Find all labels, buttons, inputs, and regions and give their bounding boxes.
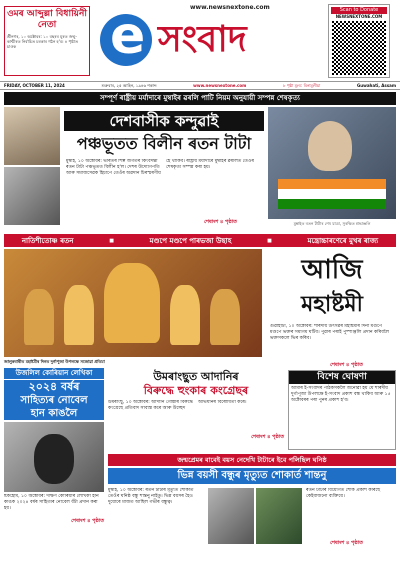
lead-photo-left	[4, 107, 60, 225]
durga-more-link[interactable]: শেষাংশ ৪ পৃষ্ঠাত	[330, 362, 363, 368]
special-notice	[288, 370, 396, 450]
congress-more-link[interactable]: শেষাংশ ৪ পৃষ্ঠাত	[251, 434, 284, 440]
masthead-website[interactable]: www.newsnextone.com	[190, 4, 270, 11]
dateline-place: Guwahati, Assam	[357, 83, 396, 88]
lead-story	[4, 107, 396, 232]
lead-headline-1: দেশবাসীক কন্দুৱাই	[64, 111, 264, 131]
special-notice-body: আমাৰ ই-সংবাদৰ পাঠকসকলৈ জনোৱা হয় যে শাৰদীয় দুৰ্গাপূজা উপলক্ষে ই-সংবাদ প্ৰকাশ বন্ধ থাকিব আৰু ১৫ অক্টোবৰৰ পৰা পুনৰ প্ৰকাশ হ'ব।	[291, 386, 391, 403]
lead-photo-ratan-tata	[268, 107, 396, 219]
logo-e: e	[110, 6, 146, 66]
durga-headline-2: মহাষ্টমী	[301, 292, 363, 317]
idol-right-1	[170, 285, 200, 345]
donate-label: Scan to Donate	[331, 7, 387, 14]
ticker-item-3: মন্ত্ৰোচ্চাৰণেৰে মুখৰ ৰাজ্য	[307, 236, 379, 245]
special-notice-title: বিশেষ ঘোষণা	[289, 371, 395, 384]
congress-headline-2: বিৰুদ্ধে হুংকাৰ কংগ্ৰেছৰ	[143, 384, 249, 397]
donate-site: NEWSNEXTONE.COM	[335, 14, 383, 19]
lead-photo-left-top	[4, 107, 60, 165]
lead-more-link[interactable]: শেষাংশ ৪ পৃষ্ঠাত	[204, 219, 237, 225]
shantanu-body-right: ৰতন টাটাৰ বিয়োগত শোক প্ৰকাশ কৰিছে কেইবাজনো ব্যক্তিয়ে।	[306, 488, 381, 499]
durga-headline-1: আজি	[301, 255, 363, 285]
nobel-photo-han-kang	[4, 422, 104, 492]
durga-caption: জালুকবাৰীত মহাষ্টমীৰ দিনত দুৰ্গাপূজা উপলক্ষে সজোৱা প্ৰতিমা	[4, 359, 105, 364]
ticker-strip	[4, 234, 396, 247]
side-story-title: ওমৰ আব্দুল্লা বিধায়িনী নেতা	[7, 9, 87, 30]
shantanu-body: মুম্বাই, ১০ অক্টোবৰ: ৰতন টাটাৰ মৃত্যুত শোকাৰ্ত তেওঁৰ ঘনিষ্ঠ বন্ধু শান্তনু নাইডু। ভিন্ন বয়সৰ হৈও দুয়োৰে মাজত আছিল গভীৰ বন্ধুত্ব।	[108, 488, 194, 505]
congress-body: উমৰাংছু, ১০ অক্টোবৰ: আদানি গোষ্ঠীৰ বিৰুদ্ধে কংগ্ৰেছে প্ৰতিবাদ সাব্যস্ত কৰে আৰু উচ্ছেদ অভিযানৰ বিৰোধিতা কৰে।	[108, 400, 247, 411]
shantanu-headline: ভিন্ন বয়সী বন্ধুৰ মৃত্যুত শোকাৰ্ত শান্তনু	[108, 468, 396, 484]
date-english: FRIDAY, OCTOBER 11, 2024	[4, 83, 65, 88]
congress-story	[108, 370, 284, 450]
ticker-item-1: নাতিশীতোষ্ণ ৰতন	[21, 236, 74, 245]
nobel-story	[4, 368, 104, 553]
nobel-more-link[interactable]: শেষাংশ ৪ পৃষ্ঠাত	[71, 518, 104, 524]
flag-draped-coffin	[278, 179, 386, 209]
donate-box[interactable]	[328, 4, 390, 78]
shantanu-photo-2	[256, 488, 302, 544]
dateline-pages: ৮ পৃষ্ঠা মূল্য: বিনামূলীয়া	[282, 83, 321, 88]
lead-body: মুম্বাই, ১০ অক্টোবৰ: ভাৰতৰ শিল্প জগতৰ কিংবদন্তী ৰতন টাটা পঞ্চভূতত বিলীন হ'ল। দেশৰ উদ্যোগপতি আৰু সমাজসেৱক হিচাপে তেওঁৰ অৱদান চিৰস্মৰণীয় হৈ থাকিব। ৰাষ্ট্ৰীয় মৰ্যাদাৰে মুম্বাইৰ ৱৰলিত তেওঁৰ শেষকৃত্য সম্পন্ন কৰা হয়।	[66, 159, 254, 176]
nobel-headline-2: সাহিত্যৰ নোবেল	[20, 395, 88, 406]
nobel-headline-1: ২০২৪ বৰ্ষৰ	[28, 380, 80, 393]
lead-photo-caption: মুম্বাইত ৰতন টাটাৰ শেষ যাত্ৰা, সুৰক্ষিত শ্ৰদ্ধাঞ্জলি	[293, 221, 371, 226]
shantanu-more-link[interactable]: শেষাংশ ৪ পৃষ্ঠাত	[330, 540, 363, 546]
masthead	[0, 0, 400, 80]
side-story-text: শ্ৰীনগৰ, ১০ অক্টোবৰ: ১০ বছৰৰ মূৰত জম্মু-কাশ্মীৰত নিৰ্বাচিত চৰকাৰ গঠন হ'ব। ৪ পৃষ্ঠাত চাওক	[7, 34, 79, 49]
shantanu-photo-1	[208, 488, 254, 544]
han-kang-portrait	[34, 434, 74, 484]
nobel-body: ষ্টকহোম, ১০ অক্টোবৰ: দক্ষিণ কোৰিয়াৰ লেখিকা হান কাঙক ২০২৪ বৰ্ষৰ সাহিত্যৰ নোবেল বঁটা প্ৰদান কৰা হয়।	[4, 494, 99, 511]
ticker-bullet-icon: ■	[109, 237, 114, 244]
logo-name: সংবাদ	[158, 19, 247, 60]
ticker-item-2: মণ্ডপে মণ্ডপে পাৰভজা উছাহ	[149, 236, 232, 245]
ticker-bullet-icon: ■	[267, 237, 272, 244]
nobel-headline-block	[4, 380, 104, 420]
top-strip: সম্পূৰ্ণ ৰাষ্ট্ৰীয় মৰ্যাদাৰে মুম্বাইৰ ৱৰলি পাটি নিয়ম অনুযায়ী সম্পন্ন শেষকৃত্য	[4, 92, 396, 105]
date-assamese: শুক্ৰবাৰ, ২৫ আহিন, ১৯৪৬ শকাব্দ	[101, 83, 157, 88]
durga-idol	[104, 263, 160, 343]
idol-left-2	[64, 285, 94, 345]
dateline-website[interactable]: www.newsnextone.com	[193, 83, 247, 88]
nobel-kicker: উজলিল কোৰিয়ান লেখিকা	[4, 368, 104, 379]
congress-headline-1: উমৰাংছুত আদানিৰ	[153, 370, 239, 383]
durga-body: গুৱাহাটী, ১০ অক্টোবৰ: শাৰদীয় উৎসৱৰ মহাষ্টমীৰ দিনা মণ্ডপে মণ্ডপে ভক্তৰ সমাগম ঘটিব। পুৱাৰ পৰাই পুষ্পাঞ্জলি প্ৰদান কৰিবলৈ ভক্তসকলে ভিৰ কৰিব।	[270, 324, 390, 341]
masthead-side-box	[4, 6, 90, 76]
durga-photo	[4, 249, 262, 357]
idol-left-1	[24, 289, 54, 345]
qr-code-icon[interactable]	[332, 21, 386, 75]
nobel-headline-3: হান কাঙলৈ	[30, 408, 78, 419]
lead-photo-left-bottom	[4, 167, 60, 225]
bottom-strip: জন্মপ্ৰেমৰ বাবেই বয়স নেদেখি টাটাৰে ইবে পলিছিল ঘনিষ্ঠ	[108, 454, 396, 466]
lead-headline-2: পঞ্চভূতত বিলীন ৰতন টাটা	[76, 134, 252, 153]
idol-right-2	[210, 289, 240, 345]
tata-portrait	[308, 121, 352, 171]
dateline	[0, 81, 400, 90]
